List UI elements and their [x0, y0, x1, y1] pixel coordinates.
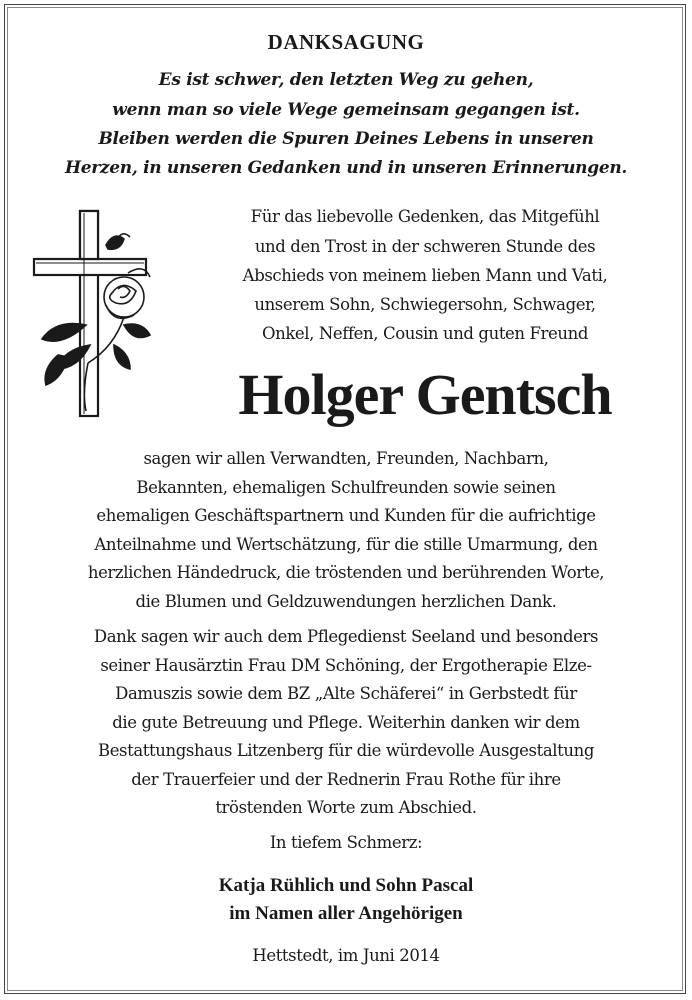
thanks2-line: tröstenden Worte zum Abschied. [215, 798, 477, 817]
intro-line: Abschieds von meinem lieben Mann und Vati, [242, 266, 608, 285]
motto-line: Es ist schwer, den letzten Weg zu gehen, [158, 70, 534, 90]
thanks2-line: die gute Betreuung und Pflege. Weiterhin danken wir dem [112, 713, 580, 732]
thanks-line: ehemaligen Geschäftspartnern und Kunden für die aufrichtige [96, 506, 596, 525]
thanks2-line: Damuszis sowie dem BZ „Alte Schäferei“ in Gerbstedt für [115, 684, 577, 703]
motto-line: Herzen, in unseren Gedanken und in unseren Erinnerungen. [64, 158, 628, 178]
thanks2-line: Bestattungshaus Litzenberg für die würdevolle Ausgestaltung [97, 741, 595, 760]
intro-line: Für das liebevolle Gedenken, das Mitgefühl [250, 207, 600, 226]
motto-line: Bleiben werden die Spuren Deines Lebens in unseren [98, 129, 594, 149]
thanks-line: sagen wir allen Verwandten, Freunden, Nachbarn, [143, 449, 549, 468]
grief-line: In tiefem Schmerz: [269, 833, 423, 852]
thanks2-line: seiner Hausärztin Frau DM Schöning, der Ergotherapie Elze- [100, 656, 592, 675]
intro-line: Onkel, Neffen, Cousin und guten Freund [261, 324, 588, 343]
motto-line: wenn man so viele Wege gemeinsam gegangen ist. [112, 100, 580, 120]
notice-title: DANKSAGUNG [267, 30, 425, 54]
cross-with-rose-icon [28, 205, 158, 420]
place-date: Hettstedt, im Juni 2014 [252, 946, 440, 965]
intro-line: unserem Sohn, Schwiegersohn, Schwager, [254, 295, 596, 314]
signature-line: im Namen aller Angehörigen [229, 903, 463, 924]
intro-line: und den Trost in der schweren Stunde des [254, 237, 596, 256]
thanks-line: Anteilnahme und Wertschätzung, für die stille Umarmung, den [94, 535, 598, 554]
deceased-name: Holger Gentsch [238, 362, 612, 427]
thanks-line: herzlichen Händedruck, die tröstenden und berührenden Worte, [87, 563, 605, 582]
signature-line: Katja Rühlich und Sohn Pascal [218, 875, 474, 896]
thanks-line: Bekannten, ehemaligen Schulfreunden sowie seinen [136, 478, 556, 497]
thanks2-line: Dank sagen wir auch dem Pflegedienst Seeland und besonders [93, 627, 599, 646]
thanks2-line: der Trauerfeier und der Rednerin Frau Rothe für ihre [131, 770, 561, 789]
thanks-line: die Blumen und Geldzuwendungen herzlichen Dank. [135, 592, 557, 611]
